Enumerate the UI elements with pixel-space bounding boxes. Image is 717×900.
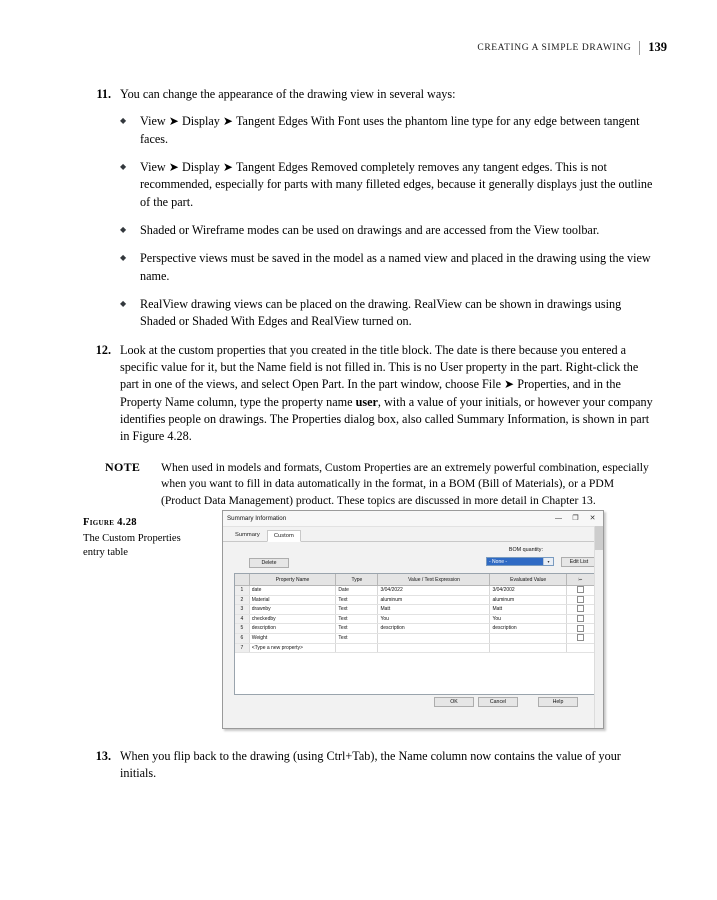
tab-custom[interactable]: Custom (267, 530, 301, 542)
list-item (120, 222, 653, 239)
custom-properties-grid[interactable] (234, 573, 596, 695)
scrollbar-thumb[interactable] (595, 526, 603, 550)
step-12-number: 12. (95, 342, 111, 357)
step-12-text (120, 342, 653, 446)
step-11-bullet-list (83, 113, 653, 330)
step-12-text-part2: , with a value of your initials, or however your company identifies people on drawings. The Properties dialog box, also called Summary Information, is shown in part in Figure 4.28. (120, 394, 653, 444)
cell-evaluated: You (490, 614, 566, 624)
checkbox-icon[interactable] (577, 615, 584, 622)
table-row[interactable] (235, 605, 595, 615)
cell-evaluated: 3/04/2002 (490, 586, 566, 596)
cell-checkbox[interactable] (566, 624, 594, 634)
cell-property-name[interactable]: drawnby (249, 605, 336, 615)
bullet-text: Perspective views must be saved in the model as a named view and placed in the drawing using the view name. (140, 251, 651, 283)
row-index: 3 (235, 605, 249, 615)
cell-evaluated: description (490, 624, 566, 634)
step-11-number: 11. (96, 87, 111, 101)
column-index (235, 574, 249, 586)
note-text: When used in models and formats, Custom Properties are an extremely powerful combination, especially when you want to fill in data automatically in the format, in a BOM (Bill of Materials), or a PDM (Product Data Management) product. These topics are discussed in more detail in Chapter 13. (161, 460, 649, 508)
cell-checkbox[interactable] (566, 605, 594, 615)
diamond-bullet-icon: ◆ (120, 161, 127, 171)
cell-checkbox[interactable] (566, 595, 594, 605)
cell-checkbox[interactable] (566, 643, 594, 653)
checkbox-icon[interactable] (577, 596, 584, 603)
dialog-body (223, 542, 603, 714)
note-label: NOTE (105, 459, 141, 474)
cell-checkbox[interactable] (566, 614, 594, 624)
column-evaluated-value: Evaluated Value (490, 574, 566, 586)
bom-quantity-value: - None - (487, 558, 543, 565)
delete-button[interactable]: Delete (249, 558, 289, 568)
checkbox-icon[interactable] (577, 586, 584, 593)
step-13-text: When you flip back to the drawing (using Ctrl+Tab), the Name column now contains the value of your initials. (120, 749, 621, 781)
bullet-text: RealView drawing views can be placed on the drawing. RealView can be shown in drawings using Shaded or Shaded With Edges and RealView turned on. (140, 296, 622, 329)
page-number: 139 (648, 40, 667, 54)
chevron-down-icon[interactable]: ▾ (543, 558, 553, 565)
tab-summary[interactable]: Summary (235, 532, 260, 538)
bullet-text: View ➤ Display ➤ Tangent Edges Removed completely removes any tangent edges. This is not recommended, especially for parts with many filleted edges, because it generally displays just the outline of the part. (140, 159, 653, 209)
cell-evaluated (490, 643, 566, 653)
list-item (120, 296, 653, 331)
maximize-icon[interactable]: ❐ (572, 515, 579, 522)
cell-value[interactable] (378, 643, 490, 653)
dialog-title: Summary Information (227, 515, 287, 522)
cell-value[interactable] (378, 633, 490, 643)
properties-table (235, 574, 595, 653)
cell-evaluated (490, 633, 566, 643)
diamond-bullet-icon: ◆ (120, 116, 127, 126)
cell-property-name[interactable]: checkedby (249, 614, 336, 624)
final-step-block (83, 748, 653, 792)
column-value-text-expression: Value / Text Expression (378, 574, 490, 586)
help-button[interactable]: Help (538, 697, 578, 707)
dialog-footer (223, 697, 603, 711)
cell-value[interactable]: 3/04/2022 (378, 586, 490, 596)
step-12-text-part1: Look at the custom properties that you created in the title block. The date is there because you entered a specific value for it, but the Name field is not filled in. This is no User property in the part. Right-click the part in one of the views, and select Open Part. In the part window, choose File ➤ Properties, and in the Property Name column, type the property name (120, 342, 639, 409)
edit-list-button[interactable]: Edit List (561, 557, 597, 567)
cell-type[interactable]: Text (336, 605, 378, 615)
cell-value[interactable]: You (378, 614, 490, 624)
checkbox-icon[interactable] (577, 634, 584, 641)
cell-property-name[interactable]: Material (249, 595, 336, 605)
list-item (120, 113, 653, 148)
cell-value[interactable]: aluminum (378, 595, 490, 605)
table-row[interactable] (235, 633, 595, 643)
table-row[interactable] (235, 595, 595, 605)
cell-checkbox[interactable] (566, 586, 594, 596)
cell-type[interactable]: Text (336, 624, 378, 634)
dialog-tabs (223, 527, 603, 542)
cell-evaluated: Matt (490, 605, 566, 615)
list-item (120, 250, 653, 285)
row-index: 2 (235, 595, 249, 605)
step-11-text: You can change the appearance of the drawing view in several ways: (120, 87, 456, 101)
row-index: 5 (235, 624, 249, 634)
summary-information-dialog (222, 510, 604, 729)
bom-quantity-select[interactable] (486, 557, 554, 566)
column-type: Type (336, 574, 378, 586)
note-block (83, 460, 653, 510)
cell-new-property[interactable]: <Type a new property> (249, 643, 336, 653)
cell-property-name[interactable]: description (249, 624, 336, 634)
close-icon[interactable]: ✕ (589, 515, 596, 522)
column-property-name: Property Name (249, 574, 336, 586)
bullet-text: View ➤ Display ➤ Tangent Edges With Font uses the phantom line type for any edge between tangent faces. (140, 114, 640, 146)
bullet-text: Shaded or Wireframe modes can be used on drawings and are accessed from the View toolbar. (140, 222, 600, 237)
dialog-titlebar (223, 511, 603, 527)
checkbox-icon[interactable] (577, 605, 584, 612)
figure-label: Figure 4.28 (83, 517, 137, 528)
checkbox-icon[interactable] (577, 625, 584, 632)
list-item (120, 159, 653, 211)
cell-value[interactable]: description (378, 624, 490, 634)
chapter-title: CREATING A SIMPLE DRAWING (477, 42, 632, 53)
step-12 (83, 342, 653, 446)
row-index: 7 (235, 643, 249, 653)
table-row[interactable] (235, 614, 595, 624)
diamond-bullet-icon: ◆ (120, 298, 127, 308)
window-controls (550, 511, 601, 526)
table-row[interactable] (235, 643, 595, 653)
cell-property-name[interactable]: date (249, 586, 336, 596)
running-head (477, 40, 667, 55)
table-header-row (235, 574, 595, 586)
ok-button[interactable]: OK (434, 697, 474, 707)
cell-type[interactable] (336, 643, 378, 653)
row-index: 4 (235, 614, 249, 624)
vertical-scrollbar[interactable] (594, 526, 603, 728)
cell-checkbox[interactable] (566, 633, 594, 643)
figure-caption-text: The Custom Properties entry table (83, 532, 181, 559)
table-row[interactable] (235, 586, 595, 596)
cell-type[interactable]: Text (336, 633, 378, 643)
cancel-button[interactable]: Cancel (478, 697, 518, 707)
step-12-bold-word: user (355, 394, 378, 409)
diamond-bullet-icon: ◆ (120, 224, 127, 234)
row-index: 6 (235, 633, 249, 643)
cell-type[interactable]: Text (336, 614, 378, 624)
bom-quantity-label: BOM quantity: (508, 547, 543, 553)
minimize-icon[interactable]: — (555, 515, 562, 522)
row-index: 1 (235, 586, 249, 596)
step-11 (83, 86, 653, 103)
cell-value[interactable]: Matt (378, 605, 490, 615)
step-13-number: 13. (95, 749, 111, 763)
table-row[interactable] (235, 624, 595, 634)
cell-property-name[interactable]: Weight (249, 633, 336, 643)
figure-caption (83, 516, 201, 561)
body-content (83, 86, 653, 516)
column-checkbox: ⌲ (566, 574, 594, 586)
diamond-bullet-icon: ◆ (120, 253, 127, 263)
cell-type[interactable]: Date (336, 586, 378, 596)
cell-type[interactable]: Text (336, 595, 378, 605)
step-13 (83, 748, 653, 783)
cell-evaluated: aluminum (490, 595, 566, 605)
